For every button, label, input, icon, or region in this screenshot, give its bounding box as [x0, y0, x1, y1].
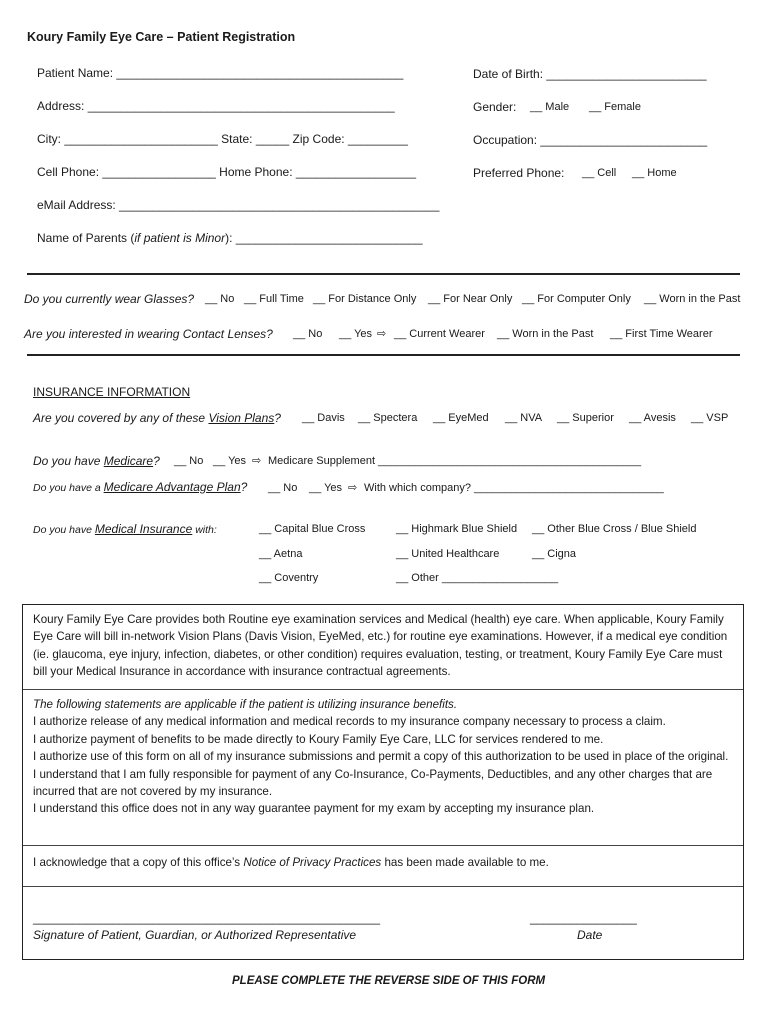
- medicare-advantage-question: [33, 480, 247, 494]
- medical-cigna-checkbox[interactable]: __ Cigna: [532, 548, 577, 560]
- patient-name-field[interactable]: Patient Name: ___________________________________________: [37, 66, 404, 80]
- plan-avesis-checkbox[interactable]: __ Avesis: [629, 412, 676, 424]
- contacts-yes-checkbox[interactable]: __ Yes: [339, 328, 373, 340]
- plan-spectera-checkbox[interactable]: __ Spectera: [358, 412, 418, 424]
- medicare-q-post: ?: [153, 454, 160, 468]
- plan-davis-checkbox[interactable]: __ Davis: [302, 412, 345, 424]
- notice-section: [23, 605, 743, 689]
- signature-section: [23, 886, 743, 959]
- contacts-current-checkbox[interactable]: __ Current Wearer: [394, 328, 485, 340]
- statement-line: I authorize use of this form on all of my insurance submissions and permit a copy of this authorization to be used in place of the original.: [33, 750, 729, 764]
- email-field[interactable]: eMail Address: ________________________________________________: [37, 198, 440, 212]
- medical-insurance-question: [33, 522, 217, 536]
- plan-vsp-checkbox[interactable]: __ VSP: [691, 412, 729, 424]
- medical-other-field[interactable]: __ Other ___________________: [396, 572, 559, 584]
- contacts-first-time-checkbox[interactable]: __ First Time Wearer: [610, 328, 713, 340]
- adv-q-post: ?: [240, 480, 248, 494]
- privacy-post: has been made available to me.: [384, 856, 549, 869]
- occupation-field[interactable]: Occupation: _________________________: [473, 133, 708, 147]
- glasses-near-checkbox[interactable]: __ For Near Only: [428, 293, 513, 305]
- vision-q-underlined: Vision Plans: [208, 411, 275, 425]
- vision-q-pre: Are you covered by any of these: [33, 411, 206, 425]
- adv-yes-checkbox[interactable]: __ Yes: [309, 482, 343, 494]
- arrow-right-icon: ⇨: [348, 482, 358, 494]
- glasses-no-checkbox[interactable]: __ No: [205, 293, 235, 305]
- reverse-side-note: PLEASE COMPLETE THE REVERSE SIDE OF THIS FORM: [232, 975, 546, 987]
- medicare-question: [33, 454, 160, 468]
- signature-label: Signature of Patient, Guardian, or Authorized Representative: [33, 928, 357, 942]
- statement-line: I understand this office does not in any way guarantee payment for my exam by accepting my insurance plan.: [33, 802, 595, 816]
- glasses-full-time-checkbox[interactable]: __ Full Time: [244, 293, 304, 305]
- plan-nva-checkbox[interactable]: __ NVA: [505, 412, 543, 424]
- glasses-distance-checkbox[interactable]: __ For Distance Only: [313, 293, 417, 305]
- notice-paragraph: Koury Family Eye Care provides both Routine eye examination services and Medical (health) eye care. When applicable, Koury Family Eye Care will bill in-network Vision Plans (Davis Vision, EyeMed, etc.) for routine eye examinations. However, if a medical eye condition (ie. glaucoma, eye injury, infection, diabetes, or other condition) requires evaluation, testing, or treatment, Koury Family Eye Care must bill your Medical Insurance in accordance with insurance contractual agreements.: [33, 613, 728, 679]
- arrow-right-icon: ⇨: [252, 455, 262, 467]
- date-line[interactable]: ________________: [530, 911, 637, 925]
- contacts-question: Are you interested in wearing Contact Lenses?: [24, 327, 273, 341]
- glasses-computer-checkbox[interactable]: __ For Computer Only: [522, 293, 631, 305]
- gender-female-checkbox[interactable]: __ Female: [589, 101, 641, 113]
- medical-united-checkbox[interactable]: __ United Healthcare: [396, 548, 500, 560]
- privacy-acknowledgement: [33, 852, 733, 871]
- address-field[interactable]: Address: ______________________________________________: [37, 99, 395, 113]
- adv-no-checkbox[interactable]: __ No: [268, 482, 298, 494]
- insurance-heading: INSURANCE INFORMATION: [33, 385, 191, 399]
- arrow-right-icon: ⇨: [377, 328, 387, 340]
- parents-name-field[interactable]: [37, 231, 423, 245]
- gender-male-checkbox[interactable]: __ Male: [530, 101, 570, 113]
- statements-section: [23, 689, 743, 845]
- medicare-q-underlined: Medicare: [103, 454, 154, 468]
- signature-line[interactable]: ____________________________________________________: [33, 911, 381, 925]
- form-title: Koury Family Eye Care – Patient Registration: [27, 30, 296, 44]
- medical-q-underlined: Medical Insurance: [94, 522, 193, 536]
- medical-other-bcbs-checkbox[interactable]: __ Other Blue Cross / Blue Shield: [532, 523, 697, 535]
- preferred-home-checkbox[interactable]: __ Home: [632, 167, 677, 179]
- plan-superior-checkbox[interactable]: __ Superior: [557, 412, 614, 424]
- glasses-question: Do you currently wear Glasses?: [24, 292, 195, 306]
- medical-highmark-checkbox[interactable]: __ Highmark Blue Shield: [396, 523, 518, 535]
- vision-q-post: ?: [274, 411, 281, 425]
- parents-label-pre: Name of Parents (: [37, 231, 135, 245]
- medicare-q-pre: Do you have: [33, 454, 101, 468]
- parents-label-italic: if patient is Minor: [134, 231, 226, 245]
- gender-label: Gender:: [473, 100, 517, 114]
- vision-plans-question: [33, 411, 281, 425]
- date-of-birth-field[interactable]: Date of Birth: ________________________: [473, 67, 707, 81]
- medical-q-post: with:: [195, 524, 217, 536]
- contacts-past-checkbox[interactable]: __ Worn in the Past: [497, 328, 594, 340]
- divider-bottom: [27, 354, 740, 356]
- statement-line: I understand that I am fully responsible for payment of any Co-Insurance, Co-Payments, Deductibles, and any other charges that are incurred that are not covered by my insurance.: [33, 767, 713, 799]
- privacy-italic: Notice of Privacy Practices: [243, 856, 382, 869]
- statements-intro: The following statements are applicable if the patient is utilizing insurance benefits.: [33, 698, 458, 711]
- medicare-supplement-field[interactable]: Medicare Supplement ___________________________________________: [268, 455, 642, 467]
- date-label: Date: [577, 928, 603, 942]
- parents-label-post: ): ____________________________: [225, 231, 423, 245]
- preferred-cell-checkbox[interactable]: __ Cell: [582, 167, 617, 179]
- phone-fields[interactable]: Cell Phone: _________________ Home Phone: __________________: [37, 165, 417, 179]
- plan-eyemed-checkbox[interactable]: __ EyeMed: [433, 412, 489, 424]
- statement-line: I authorize release of any medical information and medical records to my insurance company necessary to process a claim.: [33, 715, 666, 729]
- divider-top: [27, 273, 740, 275]
- disclosure-box: [22, 604, 744, 960]
- privacy-section: [23, 845, 743, 886]
- adv-q-pre: Do you have a: [33, 482, 101, 494]
- adv-company-field[interactable]: With which company? _______________________________: [364, 482, 664, 494]
- medical-coventry-checkbox[interactable]: __ Coventry: [259, 572, 319, 584]
- privacy-pre: I acknowledge that a copy of this office’s: [33, 856, 241, 869]
- adv-q-underlined: Medicare Advantage Plan: [103, 480, 241, 494]
- medicare-no-checkbox[interactable]: __ No: [174, 455, 204, 467]
- glasses-past-checkbox[interactable]: __ Worn in the Past: [644, 293, 741, 305]
- medical-aetna-checkbox[interactable]: __ Aetna: [259, 548, 303, 560]
- statement-line: I authorize payment of benefits to be made directly to Koury Family Eye Care, LLC for services rendered to me.: [33, 732, 604, 746]
- medical-q-pre: Do you have: [33, 524, 92, 536]
- medical-capital-blue-checkbox[interactable]: __ Capital Blue Cross: [259, 523, 366, 535]
- contacts-no-checkbox[interactable]: __ No: [293, 328, 323, 340]
- medicare-yes-checkbox[interactable]: __ Yes: [213, 455, 247, 467]
- preferred-phone-label: Preferred Phone:: [473, 166, 565, 180]
- city-state-zip-field[interactable]: City: _______________________ State: _____ Zip Code: _________: [37, 132, 408, 146]
